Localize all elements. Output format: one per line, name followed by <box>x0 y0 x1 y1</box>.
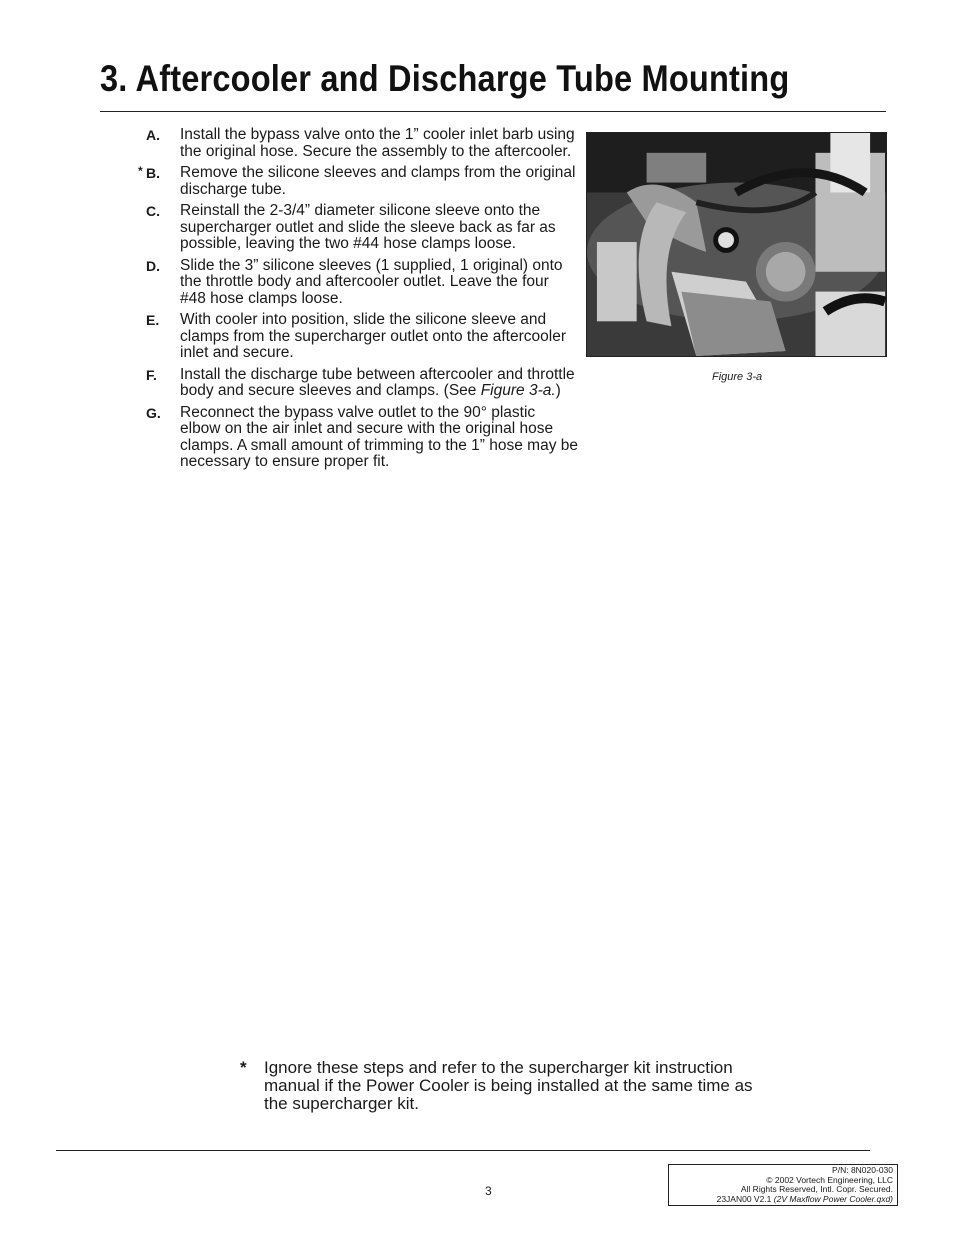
step-letter: E. <box>146 312 160 328</box>
step-text: Reinstall the 2-3/4” diameter silicone sleeve onto the supercharger outlet and slide the sleeve back as far as possible, leaving the two #44 hose clamps loose. <box>180 202 556 252</box>
step-text: Remove the silicone sleeves and clamps from the original discharge tube. <box>180 164 576 198</box>
page-title: 3. Aftercooler and Discharge Tube Mounting <box>100 58 790 99</box>
step-text: Reconnect the bypass valve outlet to the 90° plastic elbow on the air inlet and secure with the original hose clamps. A small amount of trimming to the 1” hose may be necessary to ensure proper fit. <box>180 403 579 470</box>
part-number: P/N: 8N020-030 <box>832 1165 893 1175</box>
document-info-box <box>668 1164 898 1206</box>
version: 23JAN00 V2.1 <box>716 1193 772 1204</box>
step-d <box>138 258 578 308</box>
step-b <box>138 165 578 198</box>
step-star: * <box>138 164 143 178</box>
step-text <box>180 367 578 400</box>
step-letter: D. <box>146 257 160 274</box>
note <box>240 1059 760 1113</box>
filename: (2V Maxflow Power Cooler.qxd) <box>773 1193 893 1204</box>
step-letter: G. <box>146 404 161 421</box>
step-letter: C. <box>146 203 160 219</box>
step-e <box>138 312 578 362</box>
title-rule <box>100 111 886 112</box>
note-text: Ignore these steps and refer to the supercharger kit instruction manual if the Power Cooler is being installed at the same time as the supercharger kit. <box>264 1058 753 1113</box>
steps-list <box>138 127 578 476</box>
step-text: Slide the 3” silicone sleeves (1 supplied, 1 original) onto the throttle body and aftercooler outlet. Leave the four #48 hose clamps loose. <box>180 256 563 307</box>
step-letter: B. <box>146 165 160 181</box>
step-text-before: Install the discharge tube between aftercooler and throttle body and secure sleeves and clamps. (See <box>180 365 575 399</box>
note-star: * <box>240 1058 247 1077</box>
step-text-after: ) <box>555 382 561 399</box>
engine-bay-illustration <box>587 133 886 356</box>
page-number: 3 <box>485 1184 492 1198</box>
step-letter: F. <box>146 366 157 383</box>
step-text: With cooler into position, slide the silicone sleeve and clamps from the supercharger outlet onto the aftercooler inlet and secure. <box>180 311 566 361</box>
engine-bay-photo <box>586 132 887 357</box>
footer-rule <box>56 1150 870 1151</box>
step-a <box>138 127 578 160</box>
version-line <box>669 1195 893 1205</box>
copyright: © 2002 Vortech Engineering, LLC <box>766 1174 893 1185</box>
step-text: Install the bypass valve onto the 1” cooler inlet barb using the original hose. Secure the assembly to the aftercooler. <box>180 126 575 160</box>
step-f <box>138 367 578 400</box>
rights: All Rights Reserved, Intl. Copr. Secured. <box>740 1184 893 1195</box>
step-c <box>138 203 578 253</box>
step-g <box>138 405 578 471</box>
figure-caption: Figure 3-a <box>712 371 763 383</box>
step-letter: A. <box>146 127 160 143</box>
figure-reference: Figure 3-a. <box>480 382 556 399</box>
